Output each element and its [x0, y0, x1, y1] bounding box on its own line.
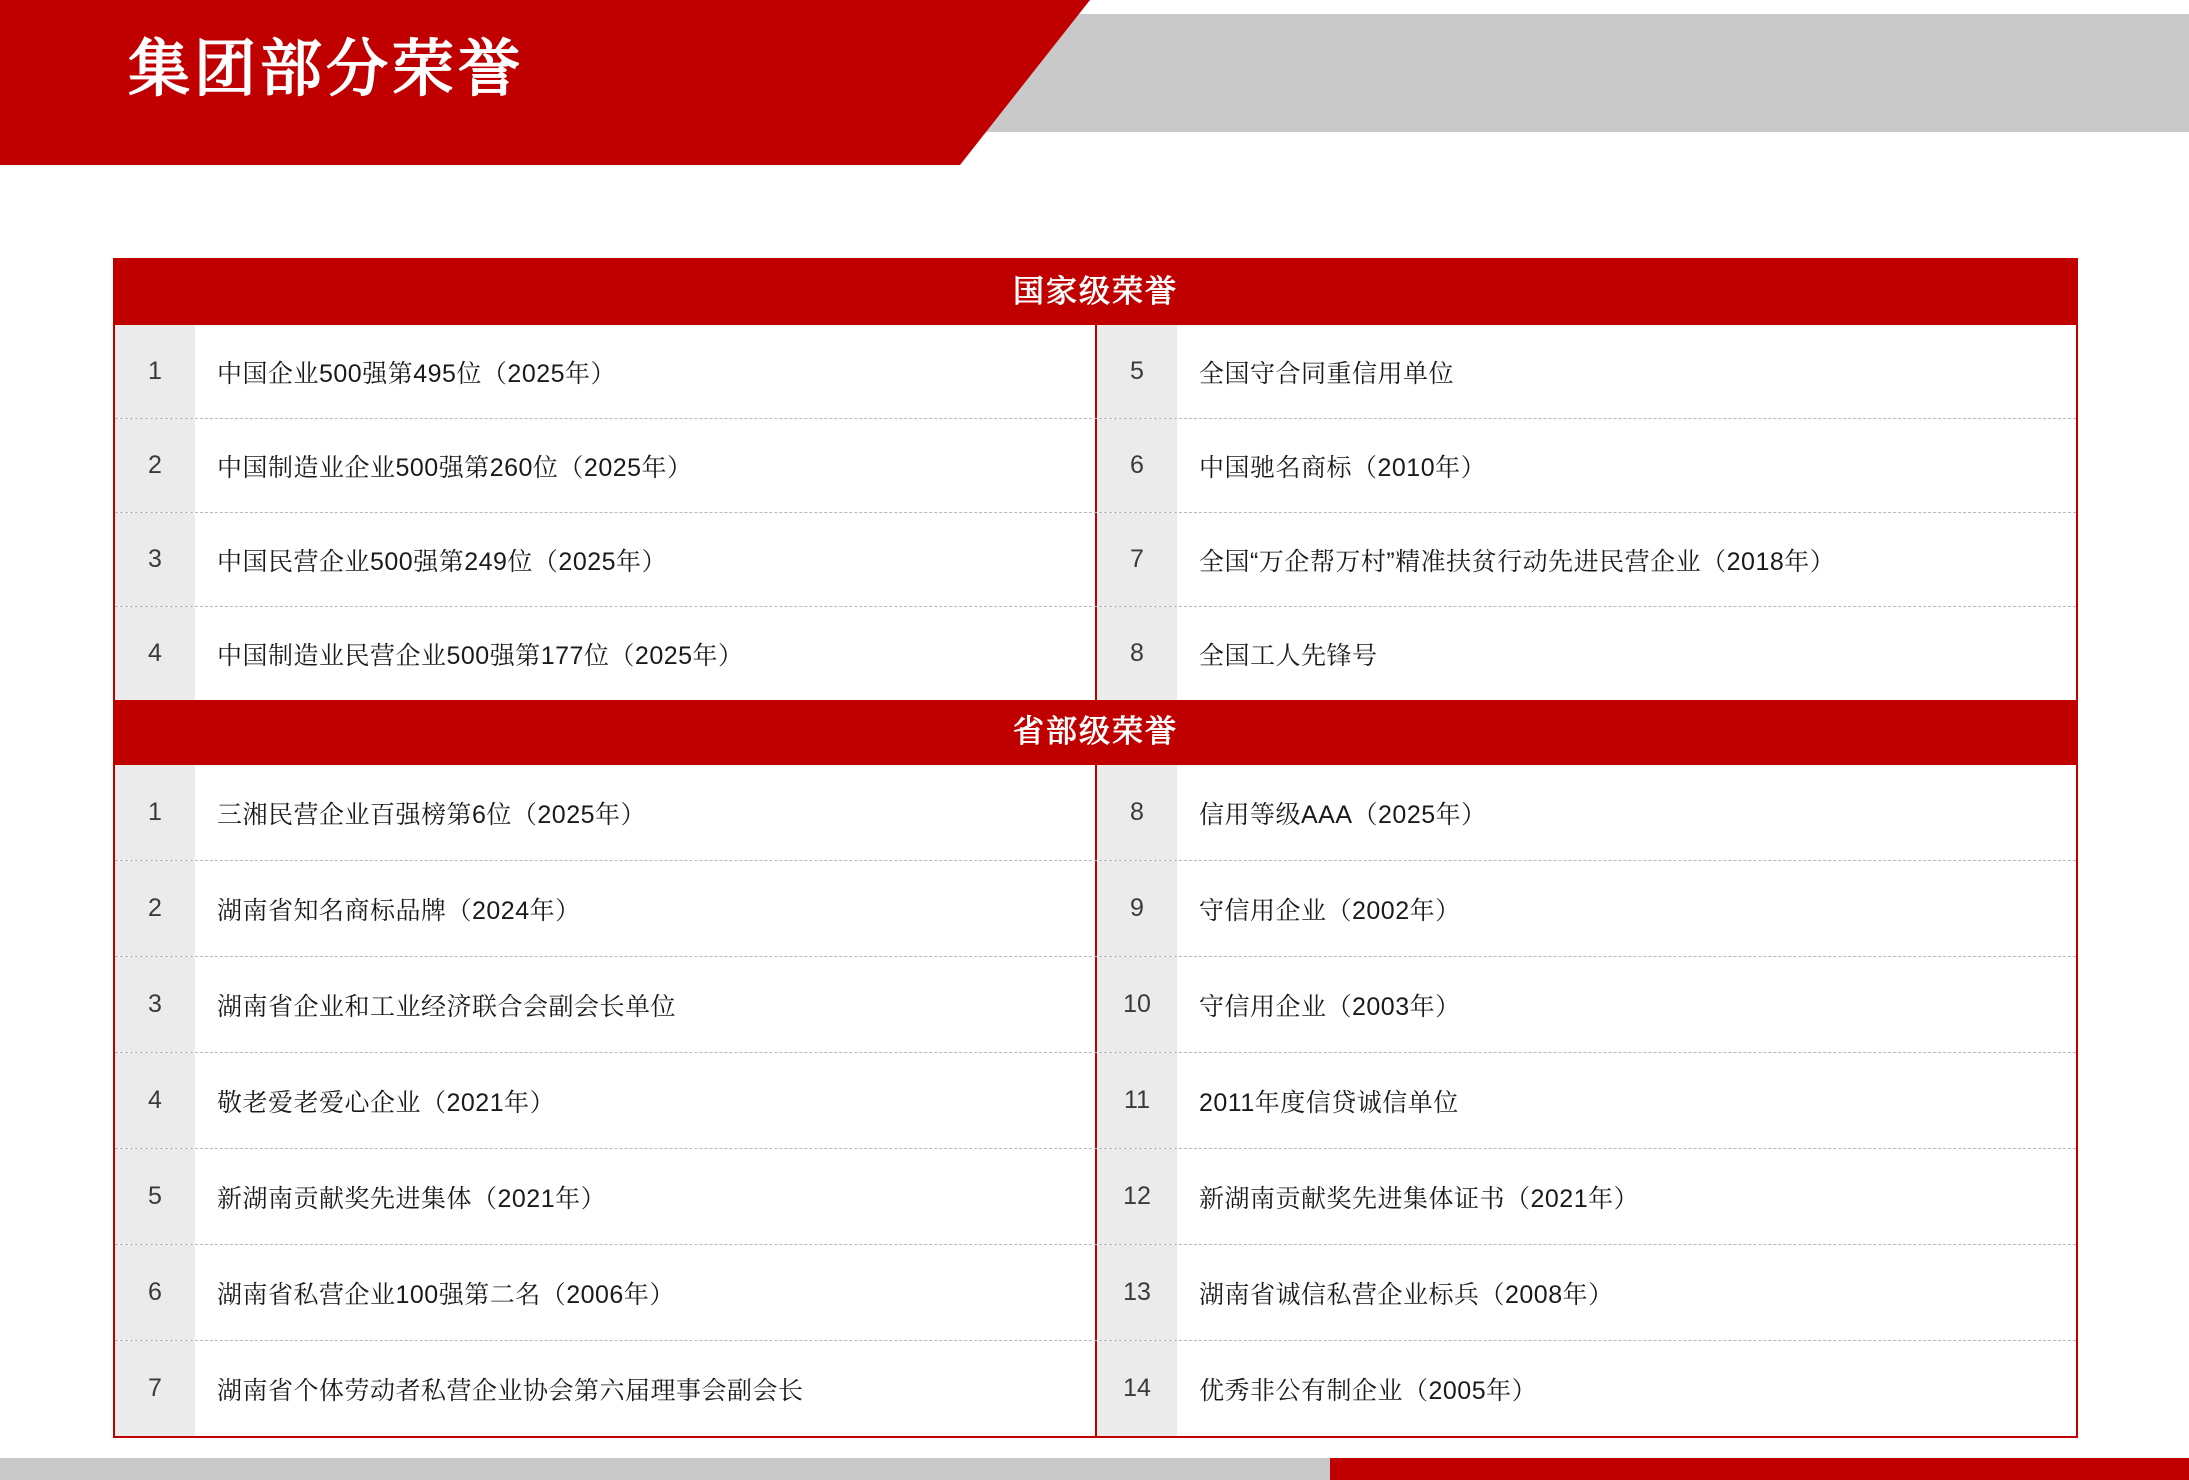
row-left-group [115, 1341, 1097, 1436]
table-row [115, 1340, 2076, 1436]
row-left-group [115, 1245, 1097, 1340]
row-right-group [1097, 419, 2076, 512]
table-row [115, 418, 2076, 512]
row-text: 2011年度信贷诚信单位 [1199, 1088, 1459, 1117]
row-left-group [115, 419, 1097, 512]
row-index: 7 [1097, 513, 1177, 606]
row-left-group [115, 325, 1097, 418]
row-index: 4 [115, 607, 195, 700]
table-row [115, 860, 2076, 956]
table-row [115, 606, 2076, 700]
table-row [115, 1148, 2076, 1244]
row-index: 2 [115, 419, 195, 512]
row-right-group [1097, 513, 2076, 606]
row-text: 敬老爱老爱心企业（2021年） [217, 1088, 556, 1117]
footer-red-bar [1330, 1458, 2189, 1480]
row-left-group [115, 607, 1097, 700]
row-text: 新湖南贡献奖先进集体（2021年） [217, 1184, 607, 1213]
table-row [115, 1052, 2076, 1148]
row-right-group [1097, 861, 2076, 956]
row-index: 5 [1097, 325, 1177, 418]
honors-table [113, 258, 2078, 1438]
row-text: 湖南省企业和工业经济联合会副会长单位 [217, 992, 677, 1021]
row-text: 湖南省诚信私营企业标兵（2008年） [1199, 1280, 1614, 1309]
row-text: 信用等级AAA（2025年） [1199, 800, 1487, 829]
row-text: 湖南省私营企业100强第二名（2006年） [217, 1280, 675, 1309]
row-index: 5 [115, 1149, 195, 1244]
row-right-group [1097, 1149, 2076, 1244]
row-text: 守信用企业（2002年） [1199, 896, 1461, 925]
row-index: 8 [1097, 607, 1177, 700]
row-right-group [1097, 1341, 2076, 1436]
row-left-group [115, 765, 1097, 860]
page-header [0, 0, 2189, 168]
row-index: 3 [115, 957, 195, 1052]
row-text: 中国制造业企业500强第260位（2025年） [217, 453, 693, 482]
row-right-group [1097, 325, 2076, 418]
row-index: 11 [1097, 1053, 1177, 1148]
row-right-group [1097, 957, 2076, 1052]
row-right-group [1097, 607, 2076, 700]
row-left-group [115, 957, 1097, 1052]
row-left-group [115, 1053, 1097, 1148]
row-index: 7 [115, 1341, 195, 1436]
row-right-group [1097, 765, 2076, 860]
row-text: 湖南省个体劳动者私营企业协会第六届理事会副会长 [217, 1376, 804, 1405]
row-text: 中国民营企业500强第249位（2025年） [217, 547, 668, 576]
row-index: 6 [115, 1245, 195, 1340]
page-title: 集团部分荣誉 [128, 35, 525, 104]
row-text: 中国驰名商标（2010年） [1199, 453, 1487, 482]
row-index: 14 [1097, 1341, 1177, 1436]
row-right-group [1097, 1245, 2076, 1340]
footer-grey-bar [0, 1458, 1330, 1480]
table-row [115, 325, 2076, 418]
row-index: 12 [1097, 1149, 1177, 1244]
section-provincial-honors [115, 700, 2076, 1436]
header-grey-bar [940, 14, 2189, 132]
row-index: 1 [115, 765, 195, 860]
section-provincial-rows [115, 765, 2076, 1436]
row-text: 中国企业500强第495位（2025年） [217, 359, 617, 388]
row-text: 全国守合同重信用单位 [1199, 359, 1455, 388]
row-left-group [115, 861, 1097, 956]
row-text: 全国工人先锋号 [1199, 641, 1378, 670]
row-text: 新湖南贡献奖先进集体证书（2021年） [1199, 1184, 1640, 1213]
table-row [115, 1244, 2076, 1340]
row-text: 中国制造业民营企业500强第177位（2025年） [217, 641, 744, 670]
row-index: 6 [1097, 419, 1177, 512]
row-text: 守信用企业（2003年） [1199, 992, 1461, 1021]
row-text: 优秀非公有制企业（2005年） [1199, 1376, 1538, 1405]
row-index: 2 [115, 861, 195, 956]
section-national-rows [115, 325, 2076, 700]
row-index: 9 [1097, 861, 1177, 956]
table-row [115, 765, 2076, 860]
section-title-national: 国家级荣誉 [115, 260, 2076, 325]
row-index: 8 [1097, 765, 1177, 860]
row-index: 4 [115, 1053, 195, 1148]
row-right-group [1097, 1053, 2076, 1148]
row-text: 三湘民营企业百强榜第6位（2025年） [217, 800, 647, 829]
table-row [115, 512, 2076, 606]
row-text: 湖南省知名商标品牌（2024年） [217, 896, 581, 925]
row-left-group [115, 1149, 1097, 1244]
row-text: 全国“万企帮万村”精准扶贫行动先进民营企业（2018年） [1199, 547, 1836, 576]
section-national-honors [115, 260, 2076, 700]
row-index: 1 [115, 325, 195, 418]
table-row [115, 956, 2076, 1052]
row-index: 13 [1097, 1245, 1177, 1340]
section-title-provincial: 省部级荣誉 [115, 700, 2076, 765]
row-index: 10 [1097, 957, 1177, 1052]
row-index: 3 [115, 513, 195, 606]
row-left-group [115, 513, 1097, 606]
